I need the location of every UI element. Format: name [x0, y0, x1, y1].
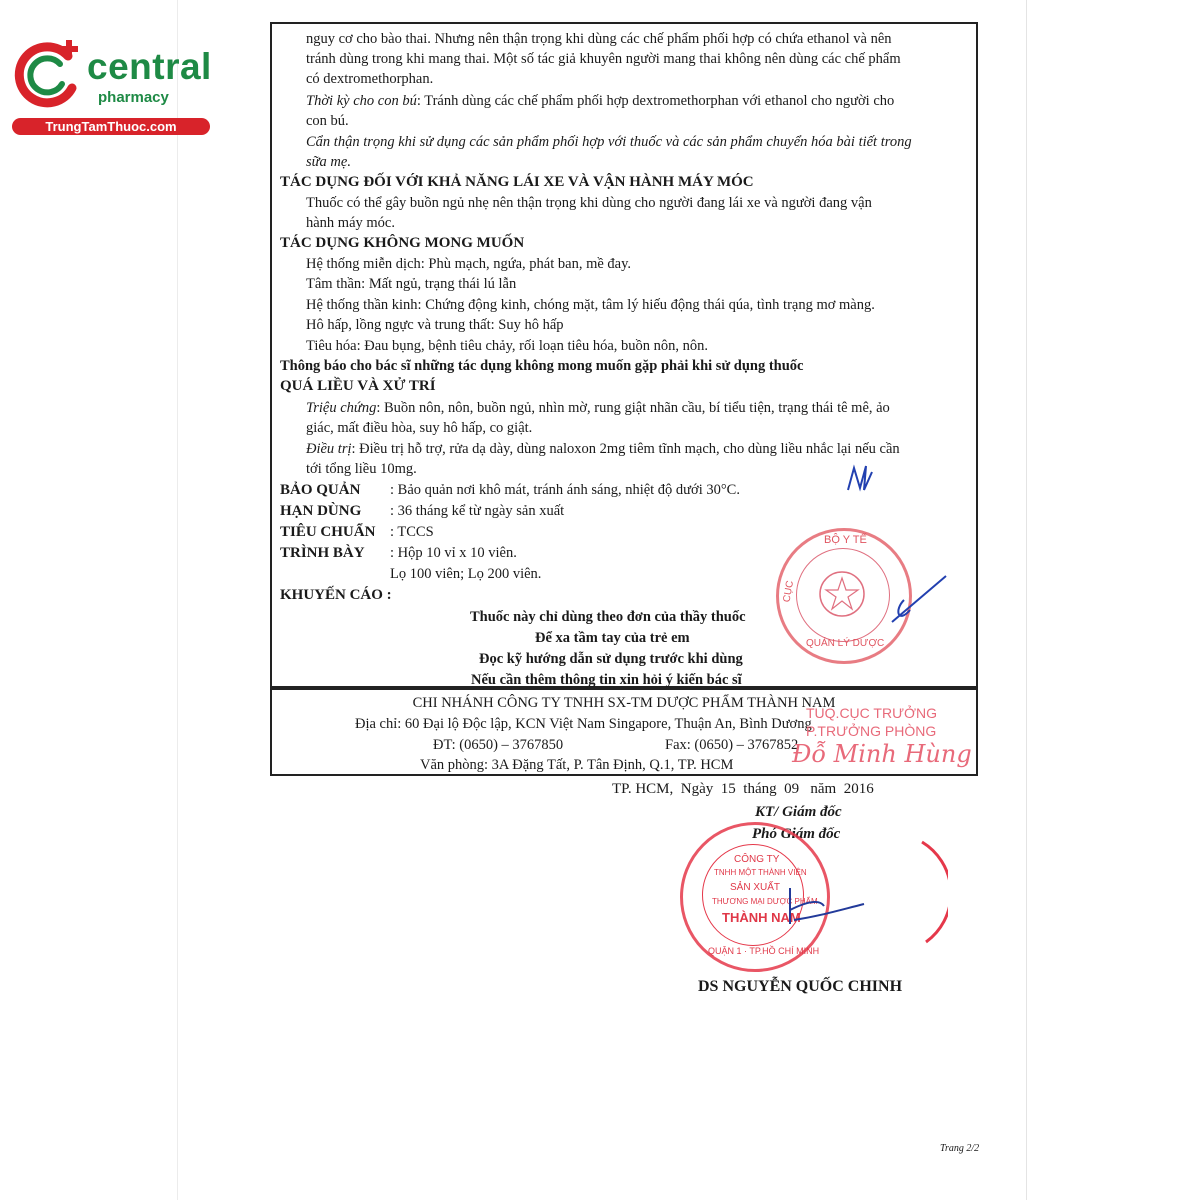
logo-website: TrungTamThuoc.com: [12, 118, 210, 135]
symptoms-text: : Buồn nôn, nôn, buồn ngủ, nhìn mờ, rung giật nhãn cầu, bí tiểu tiện, trạng thái tê mê, ảo: [376, 400, 890, 416]
breastfeeding-line-2: con bú.: [306, 113, 349, 129]
overdose-heading: QUÁ LIỀU VÀ XỬ TRÍ: [280, 378, 436, 394]
company-office: Văn phòng: 3A Đặng Tất, P. Tân Định, Q.1, TP. HCM: [420, 757, 734, 773]
warning-heading: KHUYẾN CÁO :: [280, 587, 392, 603]
warning-line: Đọc kỹ hướng dẫn sử dụng trước khi dùng: [479, 651, 743, 667]
spec-label: BẢO QUẢN: [280, 482, 361, 498]
side-effect-item: Tâm thần: Mất ngủ, trạng thái lú lẫn: [306, 276, 517, 292]
breastfeeding-note-1: Cẩn thận trọng khi sử dụng các sản phẩm phối hợp với thuốc và các sản phẩm chuyển hóa bài tiết trong: [306, 134, 912, 150]
side-effect-item: Tiêu hóa: Đau bụng, bệnh tiêu chảy, rối loạn tiêu hóa, buồn nôn, nôn.: [306, 338, 709, 354]
packing-extra: Lọ 100 viên; Lọ 200 viên.: [390, 566, 542, 582]
central-pharmacy-logo[interactable]: [10, 36, 215, 136]
date-month-label: tháng: [743, 781, 777, 797]
spec-value: : TCCS: [390, 524, 434, 540]
logo-brand: central: [87, 46, 212, 87]
stamp-fragment-icon: [918, 838, 948, 948]
company-stamp-ring: QUẬN 1 · TP.HỒ CHÍ MINH: [708, 946, 820, 956]
ministry-stamp-bottom: QUẢN LÝ DƯỢC: [806, 638, 885, 649]
warning-line: Để xa tầm tay của trẻ em: [535, 630, 690, 646]
company-fax: Fax: (0650) – 3767852: [665, 737, 799, 753]
date-year: 2016: [843, 781, 874, 797]
driving-heading: TÁC DỤNG ĐỐI VỚI KHẢ NĂNG LÁI XE VÀ VẬN HÀNH MÁY MÓC: [280, 174, 754, 190]
breastfeeding-label: Thời kỳ cho con bú: [306, 93, 417, 109]
overdose-treatment-line-2: tới tổng liều 10mg.: [306, 461, 417, 477]
document-date: [612, 780, 874, 798]
date-day: 15: [720, 781, 736, 797]
director-signature-icon: [780, 880, 870, 940]
side-effect-item: Hệ thống miễn dịch: Phù mạch, ngứa, phát ban, mề đay.: [306, 256, 632, 272]
signoff-line-2: Phó Giám đốc: [752, 826, 841, 842]
page-number: Trang 2/2: [940, 1143, 980, 1154]
side-effect-item: Hô hấp, lồng ngực và trung thất: Suy hô hấp: [306, 317, 564, 333]
company-stamp-line: TNHH MỘT THÀNH VIÊN: [714, 868, 807, 877]
company-name: CHI NHÁNH CÔNG TY TNHH SX-TM DƯỢC PHẨM THÀNH NAM: [412, 695, 836, 711]
ministry-title-2: P.TRƯỞNG PHÒNG: [806, 723, 937, 739]
ministry-signer: Đỗ Minh Hùng: [792, 740, 972, 768]
signature-mark-icon: [842, 460, 882, 500]
warning-line: Thuốc này chỉ dùng theo đơn của thầy thuốc: [470, 609, 746, 625]
emblem-icon: [812, 564, 872, 624]
spec-label: HẠN DÙNG: [280, 503, 362, 519]
driving-line-2: hành máy móc.: [306, 215, 395, 231]
spec-label: TRÌNH BÀY: [280, 545, 365, 561]
side-effects-notice: Thông báo cho bác sĩ những tác dụng không mong muốn gặp phải khi sử dụng thuốc: [280, 358, 804, 374]
company-stamp-line: SẢN XUẤT: [730, 882, 781, 893]
overdose-symptoms-line-2: giác, mất điều hòa, suy hô hấp, co giật.: [306, 420, 533, 436]
date-month: 09: [784, 781, 800, 797]
side-effects-heading: TÁC DỤNG KHÔNG MONG MUỐN: [280, 235, 525, 251]
company-stamp-line: THÀNH NAM: [722, 910, 801, 925]
driving-line-1: Thuốc có thể gây buồn ngủ nhẹ nên thận trọng khi dùng cho người đang lái xe và người đang vận: [306, 195, 872, 211]
pregnancy-line-2: tránh dùng trong khi mang thai. Một số tác giả khuyên người mang thai không nên dùng các chế phẩm: [306, 51, 901, 67]
symptoms-label: Triệu chứng: [306, 400, 377, 416]
pregnancy-line-3: có dextromethorphan.: [306, 71, 434, 87]
date-place: TP. HCM,: [612, 781, 674, 797]
spec-label: TIÊU CHUẨN: [280, 524, 376, 540]
breastfeeding-note-2: sữa mẹ.: [306, 154, 351, 170]
overdose-symptoms-line-1: [306, 399, 890, 417]
spec-value: : 36 tháng kể từ ngày sản xuất: [390, 503, 565, 519]
pregnancy-line-1: nguy cơ cho bào thai. Nhưng nên thận trọng khi dùng các chế phẩm phối hợp có chứa ethanol và nên: [306, 31, 892, 47]
date-year-label: năm: [810, 781, 837, 797]
company-stamp-line: CÔNG TY: [734, 854, 780, 865]
logo-subtitle: pharmacy: [98, 89, 169, 106]
warning-line: Nếu cần thêm thông tin xin hỏi ý kiến bác sĩ: [471, 672, 742, 688]
signature-icon: [884, 570, 954, 630]
breastfeeding-line-1: [306, 92, 894, 110]
ministry-title-1: TUQ.CỤC TRƯỞNG: [806, 705, 938, 721]
company-stamp-line: THƯƠNG MẠI DƯỢC PHẨM: [712, 897, 818, 906]
breastfeeding-text: : Tránh dùng các chế phẩm phối hợp dextromethorphan với ethanol cho người cho: [416, 93, 895, 109]
spec-value: : Bảo quản nơi khô mát, tránh ánh sáng, nhiệt độ dưới 30°C.: [390, 482, 740, 498]
signer-name: DS NGUYỄN QUỐC CHINH: [698, 978, 903, 995]
company-address: Địa chỉ: 60 Đại lộ Độc lập, KCN Việt Nam Singapore, Thuận An, Bình Dương: [355, 716, 812, 732]
ministry-stamp-left: CỤC: [781, 579, 797, 604]
pharmacy-c-icon: [10, 36, 90, 116]
company-phone: ĐT: (0650) – 3767850: [433, 737, 564, 753]
ministry-stamp-top: BỘ Y TẾ: [824, 534, 867, 546]
spec-value: : Hộp 10 vỉ x 10 viên.: [390, 545, 517, 561]
signoff-line-1: KT/ Giám đốc: [755, 804, 842, 820]
date-day-label: Ngày: [680, 781, 714, 797]
treatment-text: : Điều trị hỗ trợ, rửa dạ dày, dùng naloxon 2mg tiêm tĩnh mạch, cho dùng liều nhắc lại nếu cần: [351, 441, 900, 457]
side-effect-item: Hệ thống thần kinh: Chứng động kinh, chóng mặt, tâm lý hiếu động thái qúa, tình trạng mơ màng.: [306, 297, 875, 313]
overdose-treatment-line-1: [306, 440, 900, 458]
treatment-label: Điều trị: [306, 441, 352, 457]
